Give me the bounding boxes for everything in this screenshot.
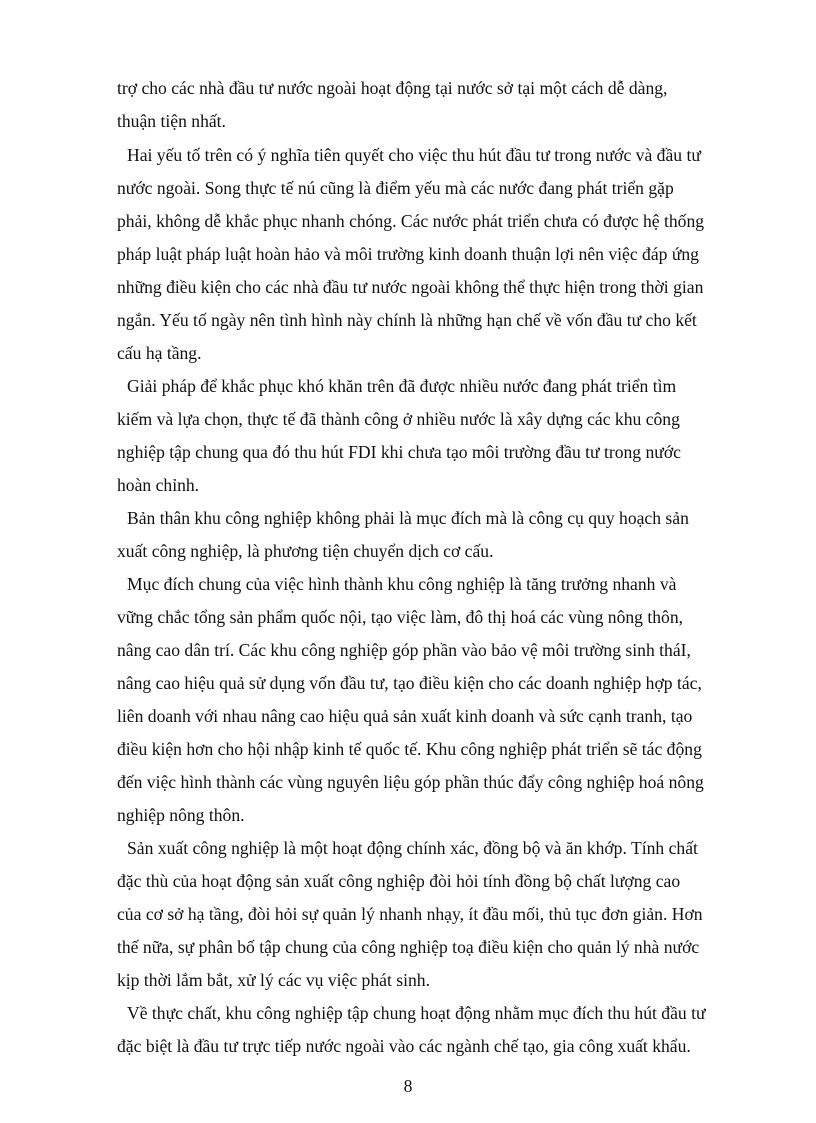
text-line: Giải pháp để khắc phục khó khăn trên đã được nhiều nước đang phát triển tìm [127,376,677,396]
page-number: 8 [403,1076,413,1096]
text-line: đặc thù của hoạt động sản xuất công nghiệp đòi hỏi tính đồng bộ chất lượng cao [117,871,681,891]
text-line: liên doanh với nhau nâng cao hiệu quả sản xuất kinh doanh và sức cạnh tranh, tạo [117,706,693,726]
text-line: nghiệp nông thôn. [117,805,245,825]
text-line: Bản thân khu công nghiệp không phải là mục đích mà là công cụ quy hoạch sản [127,508,689,528]
text-line: Hai yếu tố trên có ý nghĩa tiên quyết cho việc thu hút đầu tư trong nước và đầu tư [127,145,701,165]
text-line: Mục đích chung của việc hình thành khu công nghiệp là tăng trưởng nhanh và [127,574,677,594]
text-line: của cơ sở hạ tầng, đòi hỏi sự quản lý nhanh nhạy, ít đầu mối, thủ tục đơn giản. Hơn [117,904,703,924]
text-line: thế nữa, sự phân bố tập chung của công nghiệp toạ điều kiện cho quản lý nhà nước [117,937,700,957]
text-line: ngắn. Yếu tố ngày nên tình hình này chính là những hạn chế về vốn đầu tư cho kết [117,310,697,330]
text-line: kiếm và lựa chọn, thực tế đã thành công ở nhiều nước là xây dựng các khu công [117,409,680,429]
text-line: phải, không dễ khắc phục nhanh chóng. Các nước phát triển chưa có được hệ thống [117,211,705,231]
text-line: thuận tiện nhất. [117,111,226,131]
text-line: điều kiện hơn cho hội nhập kinh tế quốc tế. Khu công nghiệp phát triển sẽ tác động [117,739,702,759]
text-line: xuất công nghiệp, là phương tiện chuyển dịch cơ cấu. [117,541,494,561]
text-line: nghiệp tập chung qua đó thu hút FDI khi chưa tạo môi trường đầu tư trong nước [117,442,681,462]
text-line: cấu hạ tầng. [117,343,202,363]
text-line: vững chắc tổng sản phẩm quốc nội, tạo việc làm, đô thị hoá các vùng nông thôn, [117,607,684,627]
text-line: hoàn chỉnh. [117,475,200,495]
text-line: nước ngoài. Song thực tế nú cũng là điểm yếu mà các nước đang phát triển gặp [117,178,674,198]
text-line: nâng cao dân trí. Các khu công nghiệp góp phần vào bảo vệ môi trường sinh tháI, [117,640,691,660]
text-line: đặc biệt là đầu tư trực tiếp nước ngoài vào các ngành chế tạo, gia công xuất khẩu. [117,1036,691,1056]
text-line: Về thực chất, khu công nghiệp tập chung hoạt động nhằm mục đích thu hút đầu tư [127,1003,706,1023]
text-line: kịp thời lắm bắt, xử lý các vụ việc phát sinh. [117,970,430,990]
text-line: những điều kiện cho các nhà đầu tư nước ngoài không thể thực hiện trong thời gian [117,277,704,297]
text-line: trợ cho các nhà đầu tư nước ngoài hoạt động tại nước sở tại một cách dễ dàng, [117,78,668,98]
text-line: đến việc hình thành các vùng nguyên liệu góp phần thúc đẩy công nghiệp hoá nông [117,772,704,792]
text-line: pháp luật pháp luật hoàn hảo và môi trường kinh doanh thuận lợi nên việc đáp ứng [117,244,699,264]
text-line: nâng cao hiệu quả sử dụng vốn đầu tư, tạo điều kiện cho các doanh nghiệp hợp tác, [117,673,702,693]
text-line: Sản xuất công nghiệp là một hoạt động chính xác, đồng bộ và ăn khớp. Tính chất [127,838,698,858]
